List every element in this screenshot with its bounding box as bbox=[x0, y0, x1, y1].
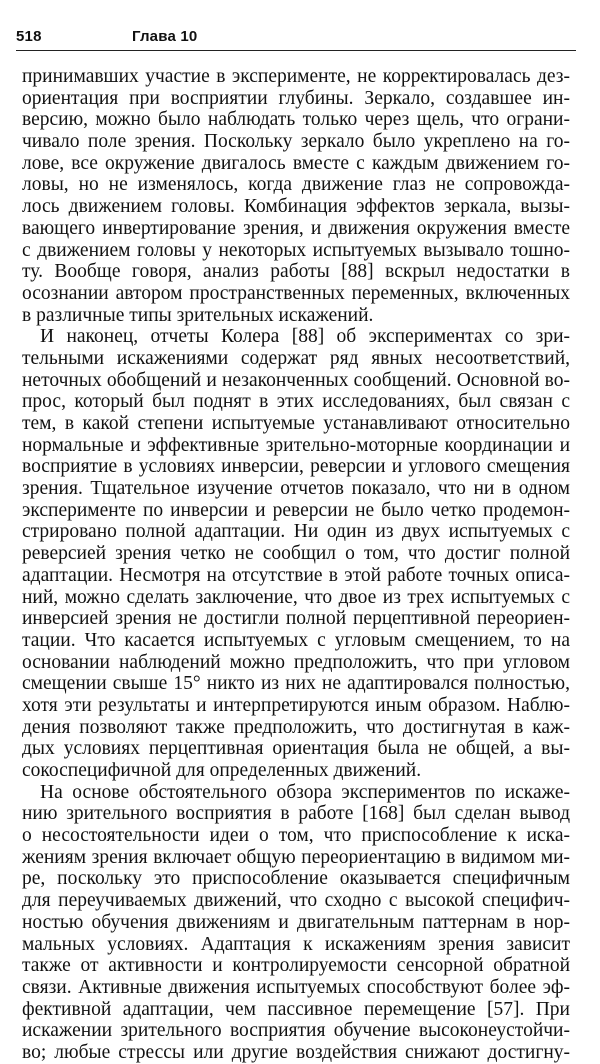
text-line: зрения. Тщательное изучение отчетов показало, что ни в одном bbox=[22, 478, 570, 500]
text-line: ре, поскольку это приспособление оказывается специфичным bbox=[22, 868, 570, 890]
running-header bbox=[16, 28, 576, 56]
page-number: 518 bbox=[16, 28, 42, 45]
text-line: мальных условиях. Адаптация к искажениям зрения зависит bbox=[22, 933, 570, 955]
text-line: тельными искажениями содержат ряд явных несоответствий, bbox=[22, 347, 570, 369]
text-line: стрировано полной адаптации. Ни один из двух испытуемых с bbox=[22, 521, 570, 543]
text-line: тем, в какой степени испытуемые устанавливают относительно bbox=[22, 413, 570, 434]
text-line: осознании автором пространственных переменных, включенных bbox=[22, 282, 570, 304]
text-line: в различные типы зрительных искажений. bbox=[22, 304, 374, 326]
text-line: основании наблюдений можно предположить, что при угловом bbox=[22, 651, 570, 673]
text-line: с движением головы у некоторых испытуемых вызывало тошно- bbox=[22, 239, 570, 261]
text-line: для переучиваемых движений, что сходно с высокой специфич- bbox=[22, 890, 570, 912]
text-line: нию зрительного восприятия в работе [168] был сделан вывод bbox=[22, 803, 570, 825]
text-line: нормальные и эффективные зрительно-моторные координации и bbox=[22, 434, 570, 456]
paragraph-3 bbox=[22, 782, 570, 1064]
body-text bbox=[22, 66, 570, 1064]
chapter-title: Глава 10 bbox=[132, 28, 198, 45]
text-line: инверсией зрения не достигли полной перцептивной переориен- bbox=[22, 608, 570, 630]
text-line: ловы, но не изменялось, когда движение глаз не сопровожда- bbox=[22, 174, 570, 196]
text-line: во; любые стрессы или другие воздействия снижают достигну- bbox=[22, 1041, 570, 1063]
paragraph-2 bbox=[22, 326, 570, 781]
text-line: лове, все окружение двигалось вместе с каждым движением го- bbox=[22, 152, 570, 174]
text-line: ностью обучения движениям и двигательным паттернам в нор- bbox=[22, 911, 570, 933]
text-line: вающего инвертирование зрения, и движения окружения вместе bbox=[22, 217, 570, 239]
text-line: принимавших участие в эксперименте, не корректировалась дез- bbox=[22, 66, 570, 87]
text-line: неточных обобщений и незаконченных сообщений. Основной во- bbox=[22, 369, 570, 391]
text-line: прос, который был поднят в этих исследованиях, был связан с bbox=[22, 391, 570, 413]
text-line: И наконец, отчеты Колера [88] об экспериментах со зри- bbox=[40, 326, 570, 348]
text-line: смещении свыше 15° никто из них не адаптировался полностью, bbox=[22, 673, 570, 695]
text-line: ту. Вообще говоря, анализ работы [88] вскрыл недостатки в bbox=[22, 261, 570, 283]
header-rule bbox=[16, 50, 576, 51]
text-line: хотя эти результаты и интерпретируются иным образом. Наблю- bbox=[22, 694, 570, 716]
text-line: На основе обстоятельного обзора экспериментов по искаже- bbox=[40, 781, 570, 803]
text-line: о несостоятельности идеи о том, что приспособление к иска- bbox=[22, 825, 570, 847]
text-line: также от активности и контролируемости сенсорной обратной bbox=[22, 955, 570, 977]
text-line: восприятие в условиях инверсии, реверсии и углового смещения bbox=[22, 456, 570, 478]
text-line: реверсией зрения четко не сообщил о том, что достиг полной bbox=[22, 543, 570, 565]
text-line: жениям зрения включает общую переориентацию в видимом ми- bbox=[22, 846, 570, 868]
text-line: дых условиях перцептивная ориентация была не общей, а вы- bbox=[22, 738, 570, 760]
text-line: искажении зрительного восприятия обучение высоконеустойчи- bbox=[22, 1020, 570, 1042]
text-line: лось движением головы. Комбинация эффектов зеркала, вызы- bbox=[22, 196, 570, 218]
text-line: эксперименте по инверсии и реверсии не было четко продемон- bbox=[22, 499, 570, 521]
text-line: сокоспецифичной для определенных движений. bbox=[22, 760, 422, 781]
text-line: адаптации. Несмотря на отсутствие в этой работе точных описа- bbox=[22, 564, 570, 586]
text-line: версию, можно было наблюдать только через щель, что ограни- bbox=[22, 109, 570, 131]
text-line: ний, можно сделать заключение, что двое из трех испытуемых с bbox=[22, 586, 570, 608]
text-line: чивало поле зрения. Поскольку зеркало было укреплено на го- bbox=[22, 131, 570, 153]
text-line: фективной адаптации, чем пассивное перемещение [57]. При bbox=[22, 998, 570, 1020]
text-line: дения позволяют также предположить, что достигнутая в каж- bbox=[22, 716, 570, 738]
paragraph-1 bbox=[22, 66, 570, 326]
text-line: ориентация при восприятии глубины. Зеркало, создавшее ин- bbox=[22, 87, 570, 109]
text-line: связи. Активные движения испытуемых способствуют более эф- bbox=[22, 976, 570, 998]
text-line: тации. Что касается испытуемых с угловым смещением, то на bbox=[22, 629, 570, 651]
